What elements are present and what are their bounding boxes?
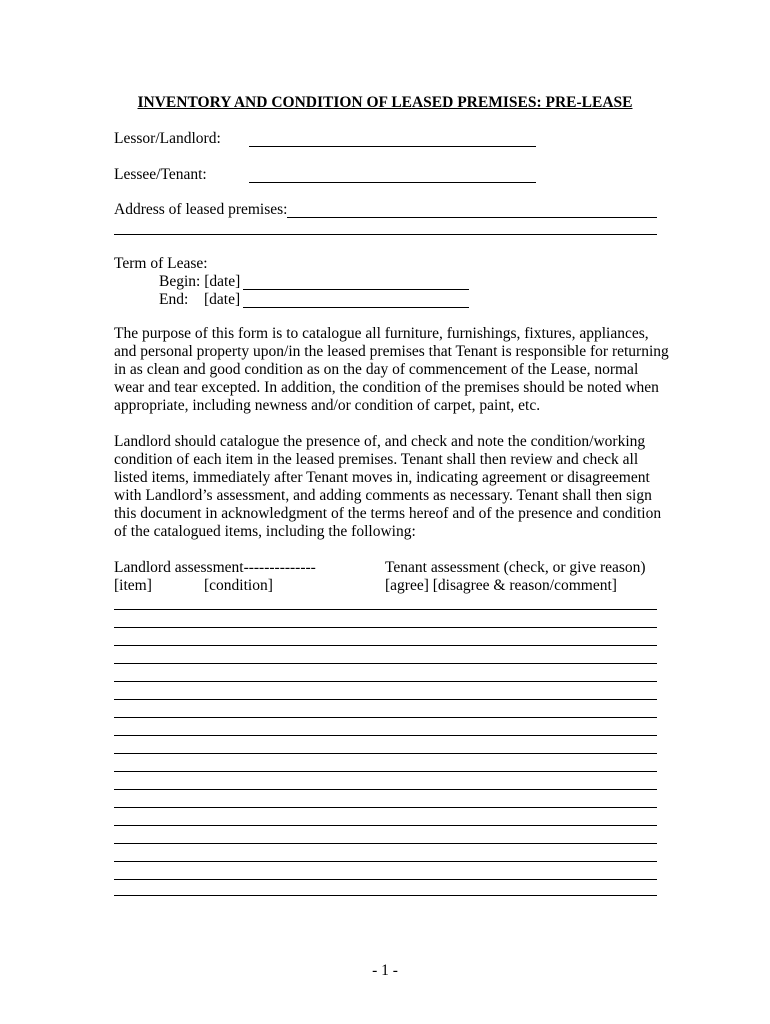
purpose-paragraph	[114, 325, 674, 415]
item-column-label: [item]	[114, 577, 152, 594]
tenant-assessment-heading: Tenant assessment (check, or give reason)	[385, 559, 646, 576]
assessment-entry-line[interactable]	[114, 843, 657, 844]
assessment-entry-line[interactable]	[114, 717, 657, 718]
assessment-entry-line[interactable]	[114, 663, 657, 664]
assessment-entry-line[interactable]	[114, 895, 657, 896]
assessment-entry-line[interactable]	[114, 627, 657, 628]
address-input-line-1[interactable]	[287, 217, 657, 218]
lessor-input-line[interactable]	[249, 146, 536, 147]
tenant-columns-label: [agree] [disagree & reason/comment]	[385, 577, 617, 594]
end-label: End:	[159, 291, 189, 308]
purpose-line: The purpose of this form is to catalogue all furniture, furnishings, fixtures, appliances,	[114, 325, 649, 342]
assessment-entry-line[interactable]	[114, 807, 657, 808]
instructions-line: listed items, immediately after Tenant moves in, indicating agreement or disagreement	[114, 469, 650, 486]
purpose-line: in as clean and good condition as on the day of commencement of the Lease, normal	[114, 361, 639, 378]
assessment-entry-line[interactable]	[114, 735, 657, 736]
end-date-line[interactable]	[243, 307, 469, 308]
instructions-line: of the catalogued items, including the following:	[114, 523, 416, 540]
assessment-entry-line[interactable]	[114, 771, 657, 772]
instructions-line: Landlord should catalogue the presence of, and check and note the condition/working	[114, 433, 646, 450]
assessment-entry-line[interactable]	[114, 753, 657, 754]
purpose-line: wear and tear excepted. In addition, the condition of the premises should be noted when	[114, 379, 659, 396]
lessor-label: Lessor/Landlord:	[114, 130, 221, 147]
assessment-entry-line[interactable]	[114, 681, 657, 682]
document-title: INVENTORY AND CONDITION OF LEASED PREMISES: PRE-LEASE	[137, 94, 633, 111]
end-date-placeholder: [date]	[204, 291, 241, 308]
lessee-label: Lessee/Tenant:	[114, 166, 207, 183]
term-heading: Term of Lease:	[114, 255, 208, 272]
assessment-entry-line[interactable]	[114, 879, 657, 880]
address-label: Address of leased premises:	[114, 201, 288, 218]
purpose-line: appropriate, including newness and/or condition of carpet, paint, etc.	[114, 397, 541, 414]
instructions-line: this document in acknowledgment of the terms hereof and of the presence and condition	[114, 505, 662, 522]
assessment-entry-line[interactable]	[114, 825, 657, 826]
instructions-line: with Landlord’s assessment, and adding comments as necessary. Tenant shall then sign	[114, 487, 652, 504]
begin-label: Begin: [date]	[159, 273, 241, 290]
assessment-entry-line[interactable]	[114, 861, 657, 862]
purpose-line: and personal property upon/in the leased premises that Tenant is responsible for returning	[114, 343, 669, 360]
assessment-entry-line[interactable]	[114, 645, 657, 646]
instructions-paragraph	[114, 433, 674, 541]
begin-date-line[interactable]	[243, 289, 469, 290]
instructions-line: condition of each item in the leased premises. Tenant shall then review and check all	[114, 451, 639, 468]
condition-column-label: [condition]	[204, 577, 273, 594]
lessee-input-line[interactable]	[249, 182, 536, 183]
page-number: - 1 -	[372, 962, 398, 979]
address-input-line-2[interactable]	[114, 234, 657, 235]
assessment-entry-line[interactable]	[114, 609, 657, 610]
assessment-entry-line[interactable]	[114, 699, 657, 700]
assessment-entry-line[interactable]	[114, 789, 657, 790]
landlord-assessment-heading: Landlord assessment--------------	[114, 559, 316, 576]
